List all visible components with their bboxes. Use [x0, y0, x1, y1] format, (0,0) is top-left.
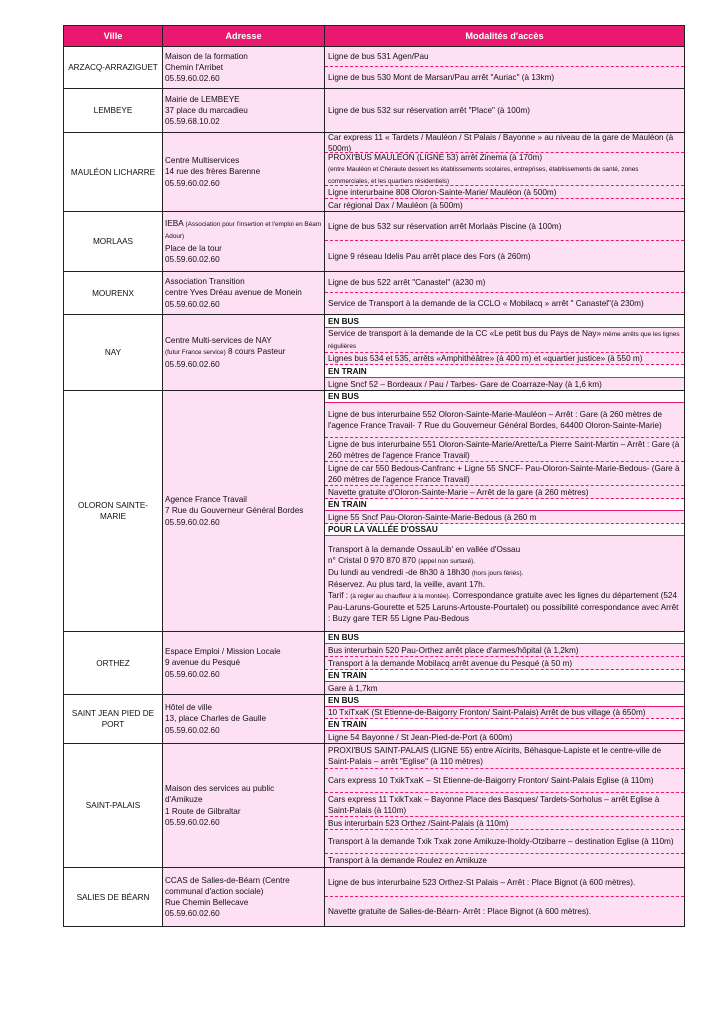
table-body	[64, 47, 685, 927]
access-content	[328, 487, 681, 498]
address-line: Hôtel de ville	[165, 703, 212, 713]
access-line	[325, 682, 684, 694]
access-content	[328, 152, 681, 187]
table-row	[64, 868, 685, 927]
access-text: Transport à la demande OssauLib' en vallée d'Ossau	[328, 544, 521, 554]
access-content	[328, 836, 681, 847]
access-content	[328, 512, 681, 523]
address-line: 13, place Charles de Gaulle	[165, 714, 267, 724]
access-line	[325, 536, 684, 631]
cell-modalites	[325, 133, 685, 212]
access-content	[328, 439, 681, 461]
access-subline	[328, 544, 681, 555]
access-subline	[328, 567, 681, 579]
mode-heading	[325, 524, 684, 536]
access-text: Ligne 9 réseau Idelis Pau arrêt place des Fors (à 260m)	[328, 251, 531, 261]
cell-adresse	[163, 695, 325, 744]
address-line: 14 rue des frères Barenne	[165, 167, 261, 177]
access-content	[328, 745, 681, 767]
mode-heading	[325, 365, 684, 378]
access-text: Gare à 1,7km	[328, 683, 378, 693]
mode-heading-label: EN BUS	[328, 633, 359, 642]
access-content	[328, 187, 681, 198]
access-content	[328, 72, 681, 83]
address-line: 9 avenue du Pesqué	[165, 658, 241, 668]
address-line: 05.59.68.10.02	[165, 117, 220, 127]
mode-heading-label: EN TRAIN	[328, 720, 367, 729]
cell-adresse	[163, 212, 325, 272]
access-line	[325, 403, 684, 438]
mode-heading	[325, 499, 684, 511]
address-line: 05.59.60.02.60	[165, 725, 220, 735]
cell-modalites	[325, 695, 685, 744]
access-content	[328, 277, 681, 288]
cell-adresse	[163, 391, 325, 632]
cell-ville	[64, 89, 163, 133]
access-line	[325, 272, 684, 293]
mode-heading-label: EN TRAIN	[328, 366, 367, 376]
access-text: Service de Transport à la demande de la CCLO « Mobilacq » arrêt " Canastel"(à 230m)	[328, 299, 644, 308]
address-line: Agence France Travail	[165, 495, 247, 505]
address-line: 05.59.60.02.60	[165, 909, 220, 919]
access-content	[328, 221, 681, 232]
cell-adresse	[163, 744, 325, 868]
access-content	[328, 683, 681, 694]
access-line	[325, 199, 684, 211]
ville-name: NAY	[104, 348, 122, 357]
cell-adresse	[163, 89, 325, 133]
header-adresse: Adresse	[163, 26, 325, 47]
access-subline	[328, 555, 681, 567]
cell-ville	[64, 695, 163, 744]
access-text: Ligne 54 Bayonne / St Jean-Pied-de-Port (à 600m)	[328, 732, 513, 742]
mode-heading	[325, 695, 684, 707]
address-note: (futur France service)	[165, 349, 226, 357]
address-line: 37 place du marcadieu	[165, 105, 248, 115]
address-line: Association Transition	[165, 277, 245, 287]
address-text: 8 cours Pasteur	[225, 347, 286, 357]
mode-heading-label: EN BUS	[328, 316, 359, 326]
access-text: Ligne 55 Sncf Pau-Oloron-Sainte-Marie-Bedous (à 260 m	[328, 512, 537, 522]
cell-modalites	[325, 744, 685, 868]
access-text: Car express 11 « Tardets / Mauléon / St Palais / Bayonne » au niveau de la gare de Mauléon (à 500m)	[328, 132, 674, 153]
access-text: Bus interurbain 523 Orthez /Saint-Palais (à 110m)	[328, 818, 509, 828]
cell-ville	[64, 212, 163, 272]
table-row	[64, 391, 685, 632]
access-text: Navette gratuite d'Oloron-Sainte-Marie – Arrêt de la gare (à 260 mètres)	[328, 487, 589, 497]
access-line	[325, 462, 684, 486]
address-text: Centre Multi-services de NAY	[165, 336, 272, 346]
mode-heading	[325, 315, 684, 328]
access-text: Ligne de bus interurbaine 523 Orthez-St Palais – Arrêt : Place Bignot (à 600 mètres).	[328, 877, 636, 887]
cell-ville	[64, 315, 163, 391]
address-line	[165, 346, 322, 358]
access-text: Lignes bus 534 et 535, arrêts «Amphithéâtre» (à 400 m) et «quartier justice» (à 550 m)	[328, 354, 643, 363]
cell-adresse	[163, 133, 325, 212]
access-text: Cars express 10 TxikTxaK – St Etienne-de-Baigorry Fronton/ Saint-Palais Eglise (à 110m)	[328, 776, 654, 785]
cell-modalites	[325, 272, 685, 315]
table-row	[64, 695, 685, 744]
access-text: Ligne de bus 522 arrêt "Canastel" (à230 m)	[328, 277, 486, 287]
access-content	[328, 658, 681, 669]
access-text: Transport à la demande Mobilacq arrêt avenue du Pesqué (à 50 m)	[328, 658, 573, 668]
access-text: Navette gratuite de Salies-de-Béarn- Arrêt : Place Bignot (à 600 mètres).	[328, 907, 592, 916]
cell-adresse	[163, 272, 325, 315]
ville-name: MOURENX	[92, 288, 134, 298]
cell-modalites	[325, 632, 685, 695]
access-text: Ligne de car 550 Bedous-Canfranc + Ligne 55 SNCF- Pau-Oloron-Sainte-Marie-Bedous- (Gare à 260 mètres de l'agence France Travail)	[328, 463, 680, 484]
access-content	[328, 906, 681, 917]
ville-name: SAINT-PALAIS	[85, 801, 141, 810]
cell-modalites	[325, 868, 685, 927]
address-line	[165, 254, 322, 265]
access-subline	[328, 579, 681, 590]
ville-name: SAINT JEAN PIED DE PORT	[71, 709, 155, 729]
address-text: 05.59.60.02.60	[165, 359, 220, 369]
access-text: 10 TxiTxaK (St Etienne-de-Baigorry Fronton/ Saint-Palais) Arrêt de bus village (à 650m)	[328, 708, 646, 717]
address-line	[165, 359, 322, 370]
access-text: Ligne de bus 532 sur réservation arrêt Morlaàs Piscine (à 100m)	[328, 221, 562, 231]
access-line	[325, 89, 684, 132]
address-text: Place de la tour	[165, 243, 222, 253]
address-line: centre Yves Dréau avenue de Monein	[165, 288, 302, 298]
access-text: Cars express 11 TxikTxak – Bayonne Place des Basques/ Tardets-Sorholus – arrêt Eglise à Saint-Palais (à 110m)	[328, 794, 660, 815]
access-line	[325, 378, 684, 390]
table-row	[64, 632, 685, 695]
address-line	[165, 218, 322, 242]
access-content	[328, 732, 681, 743]
mode-heading	[325, 632, 684, 644]
header-row	[64, 26, 685, 47]
access-content	[328, 379, 681, 390]
access-line	[325, 868, 684, 897]
mode-heading	[325, 719, 684, 731]
access-text: Transport à la demande Txik Txak zone Amikuze-Iholdy-Otzibarre – destination Eglise (à 110m)	[328, 837, 674, 846]
access-content	[328, 877, 681, 888]
access-line	[325, 486, 684, 499]
cell-modalites	[325, 315, 685, 391]
access-line	[325, 293, 684, 314]
access-content	[328, 132, 681, 154]
access-line	[325, 793, 684, 817]
access-subline	[328, 590, 681, 624]
access-text: Ligne de bus 532 sur réservation arrêt "Place" (à 100m)	[328, 106, 530, 115]
cell-modalites	[325, 47, 685, 89]
address-line: 05.59.60.02.60	[165, 299, 220, 309]
cell-adresse	[163, 47, 325, 89]
header-modalites: Modalités d'accès	[325, 26, 685, 47]
access-text: Ligne de bus 530 Mont de Marsan/Pau arrêt "Auriac" (à 13km)	[328, 73, 555, 82]
address-line: CCAS de Salies-de-Béarn (Centre communal d'action sociale)	[165, 875, 290, 896]
access-line	[325, 731, 684, 743]
ville-name: MORLAAS	[92, 237, 134, 246]
ville-name: MAULÉON LICHARRE	[70, 167, 156, 177]
access-text: Correspondance gratuite avec les lignes du département (524 Pau-Laruns-Gourette et 525 Laruns-Artouste-Pourtalet) ou possibilité correspondance avec Arrêt : Buzy gare TER 55 Ligne Pau-Bedous	[328, 590, 679, 623]
address-text: IEBA	[165, 219, 186, 229]
access-line	[325, 241, 684, 271]
address-line: 1 Route de Gilbraltar	[165, 806, 241, 816]
ville-name: OLORON SAINTE-MARIE	[77, 501, 149, 521]
header-ville: Ville	[64, 26, 163, 47]
access-line	[325, 353, 684, 365]
access-line	[325, 817, 684, 830]
access-text: Tarif :	[328, 590, 351, 600]
access-line	[325, 511, 684, 524]
cell-ville	[64, 47, 163, 89]
access-content	[328, 328, 681, 352]
cell-ville	[64, 868, 163, 927]
cell-modalites	[325, 391, 685, 632]
cell-adresse	[163, 632, 325, 695]
access-content	[328, 707, 681, 718]
access-line	[325, 769, 684, 793]
access-content	[328, 409, 681, 431]
cell-ville	[64, 391, 163, 632]
access-content	[328, 855, 681, 866]
access-note: (entre Mauléon et Chéraute dessert les établissements scolaires, entreprises, établissements de santé, zones commerciales, et les quartiers résidentiels)	[328, 165, 639, 185]
mode-heading-label: EN BUS	[328, 392, 359, 401]
address-line: Centre Multiservices	[165, 156, 240, 166]
cell-ville	[64, 632, 163, 695]
access-line	[325, 47, 684, 67]
ville-name: ORTHEZ	[96, 658, 130, 668]
access-text: Car régional Dax / Mauléon (à 500m)	[328, 200, 463, 210]
address-line: Espace Emploi / Mission Locale	[165, 647, 281, 657]
table-row	[64, 272, 685, 315]
access-content	[328, 794, 681, 816]
address-note: (Association pour l'insertion et l'emploi en Béarn Adour)	[165, 221, 322, 241]
cell-ville	[64, 744, 163, 868]
access-text: PROXI'BUS SAINT-PALAIS (LIGNE 55) entre Aïcirits, Béhasque-Lapiste et le centre-ville de Saint-Palais – arrêt "Eglise" (à 110 mètres)	[328, 746, 662, 766]
address-line: Rue Chemin Bellecave	[165, 898, 249, 907]
access-content	[328, 775, 681, 786]
mode-heading	[325, 670, 684, 682]
access-note: (hors jours fériés).	[471, 569, 524, 577]
access-content	[328, 51, 681, 62]
address-line: 05.59.60.02.60	[165, 517, 220, 527]
cell-modalites	[325, 212, 685, 272]
access-note: même arrêts que les lignes régulières	[328, 331, 680, 350]
access-content	[328, 298, 681, 309]
cell-adresse	[163, 315, 325, 391]
access-line	[325, 830, 684, 854]
access-content	[328, 200, 681, 211]
address-line	[165, 243, 322, 254]
mode-heading-label: POUR LA VALLÉE D'OSSAU	[328, 525, 438, 534]
table-row	[64, 744, 685, 868]
table-row	[64, 212, 685, 272]
address-line: 05.59.60.02.60	[165, 817, 220, 827]
access-text: Service de transport à la demande de la CC «Le petit bus du Pays de Nay»	[328, 329, 602, 338]
ville-name: SALIES DE BÉARN	[76, 892, 150, 902]
address-line: 05.59.60.02.60	[165, 178, 220, 188]
access-text: Réservez. Au plus tard, la veille, avant 17h.	[328, 579, 486, 589]
access-line	[325, 67, 684, 88]
cell-modalites	[325, 89, 685, 133]
access-note: (appel non surtaxé).	[418, 557, 476, 565]
access-line	[325, 897, 684, 926]
ville-name: ARZACQ-ARRAZIGUET	[68, 63, 158, 72]
access-line	[325, 133, 684, 153]
access-text: Ligne de bus interurbaine 551 Oloron-Sainte-Marie/Arette/La Pierre Saint-Martin – Arrêt : Gare (à 260 mètres de l'agence France Travail)	[328, 439, 680, 460]
access-text: Ligne de bus 531 Agen/Pau	[328, 52, 429, 61]
cell-ville	[64, 272, 163, 315]
table-row	[64, 315, 685, 391]
access-line	[325, 328, 684, 353]
access-note: (à régler au chauffeur à la montée).	[350, 592, 451, 600]
ville-name: LEMBEYE	[93, 106, 133, 115]
access-text: Bus interurbain 520 Pau-Orthez arrêt place d'armes/hôpital (à 1,2km)	[328, 645, 579, 655]
table-row	[64, 133, 685, 212]
access-line	[325, 744, 684, 769]
address-line: Mairie de LEMBEYE	[165, 94, 240, 104]
access-line	[325, 153, 684, 186]
address-line: Maison des services au public	[165, 784, 275, 794]
address-line: Chemin l'Arribet	[165, 62, 223, 72]
access-table	[63, 25, 685, 927]
access-text: Du lundi au vendredi -de 8h30 à 18h30	[328, 567, 472, 577]
access-text: Ligne Sncf 52 – Bordeaux / Pau / Tarbes- Gare de Coarraze-Nay (à 1,6 km)	[328, 379, 602, 389]
mode-heading-label: EN BUS	[328, 696, 359, 705]
address-line: 05.59.60.02.60	[165, 74, 220, 84]
access-text: Ligne de bus interurbaine 552 Oloron-Sainte-Marie-Mauléon – Arrêt : Gare (à 260 mètres de l'agence France Travail- 7 Rue du Gouverneur Général Bordes, 64400 Oloron-Sainte-Marie)	[328, 410, 663, 430]
address-line: d'Amikuze	[165, 795, 203, 805]
table-row	[64, 89, 685, 133]
access-content	[328, 353, 681, 364]
table-row	[64, 47, 685, 89]
access-text: Transport à la demande Roulez en Amikuze	[328, 856, 487, 865]
cell-adresse	[163, 868, 325, 927]
access-line	[325, 186, 684, 199]
access-content	[328, 251, 681, 262]
address-line: 7 Rue du Gouverneur Général Bordes	[165, 506, 304, 516]
access-line	[325, 657, 684, 670]
access-content	[328, 645, 681, 656]
address-line	[165, 335, 322, 346]
cell-ville	[64, 133, 163, 212]
access-content	[328, 463, 681, 485]
mode-heading	[325, 391, 684, 403]
mode-heading-label: EN TRAIN	[328, 671, 367, 680]
access-text: PROXI'BUS MAULÉON (LIGNE 53) arrêt Zinema (à 170m)	[328, 152, 543, 162]
address-text: 05.59.60.02.60	[165, 254, 220, 264]
access-table-sheet	[63, 25, 684, 927]
access-line	[325, 854, 684, 867]
access-content	[328, 105, 681, 116]
access-content	[328, 818, 681, 829]
access-line	[325, 707, 684, 719]
access-line	[325, 212, 684, 241]
access-text: n° Cristal 0 970 870 870	[328, 555, 419, 565]
address-line: Maison de la formation	[165, 51, 248, 61]
access-text: Ligne interurbaine 808 Oloron-Sainte-Marie/ Mauléon (à 500m)	[328, 187, 557, 197]
address-line: 05.59.60.02.60	[165, 669, 220, 679]
access-line	[325, 438, 684, 462]
access-line	[325, 644, 684, 657]
mode-heading-label: EN TRAIN	[328, 500, 367, 509]
